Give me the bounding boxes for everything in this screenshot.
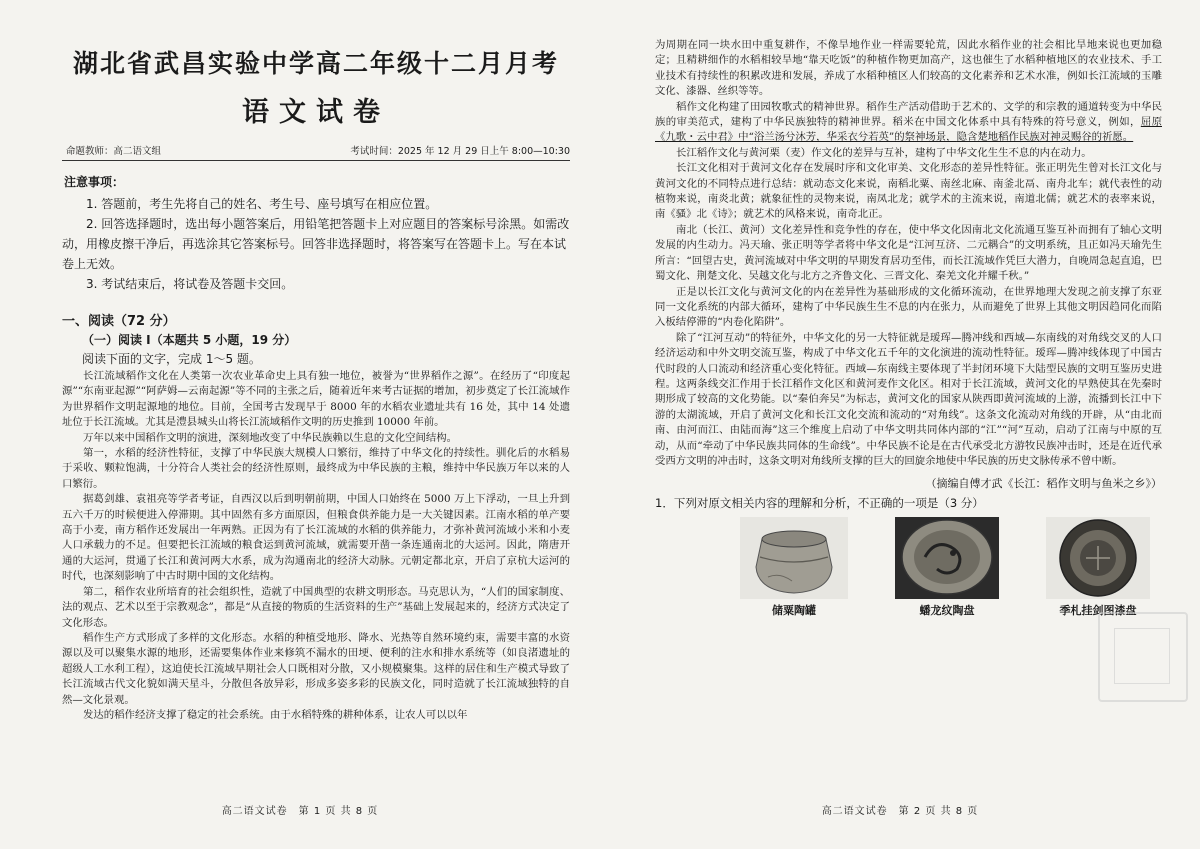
artifact-caption: 季札挂剑图漆盘 <box>1059 604 1137 618</box>
question-1: 1．下列对原文相关内容的理解和分析，不正确的一项是（3 分） <box>655 496 984 511</box>
notice-item: 3. 考试结束后，将试卷及答题卡交回。 <box>86 277 294 291</box>
paragraph-text: 稻作文化构建了田园牧歌式的精神世界。稻作生产活动借助于艺术的、文学的和宗教的通道转变为中华民族的审美范式，建构了中华民族独特的精神世界。稻米在中国文化体系中具有特殊的符号意义，例如， <box>655 100 1162 129</box>
passage-paragraph: 万年以来中国稻作文明的演进，深刻地改变了中华民族赖以生息的文化空间结构。 <box>83 431 458 444</box>
dragon-pottery-plate-icon <box>895 517 999 599</box>
passage-paragraph: 长江流域稻作文化在人类第一次农业革命史上具有独一地位，被誉为“世界稻作之源”。在经历了“印度起源”“东南亚起源”“阿萨姆—云南起源”等不同的主张之后，随着近年来考古证据的增加，初步奠定了长江流域作为世界稻作文明起源地的地位。目前，全国考古发现早于 8000 年的水稻农业遗址共有 16 处，其中 14 处遗址位于长江流域。尤其是澧县城头山将长江流域稻作文明的历史推到 10000 年前。 <box>62 370 570 429</box>
page-footer-left: 高二语文试卷 第 1 页 共 8 页 <box>221 806 379 817</box>
source-citation: （摘编自傅才武《长江：稻作文明与鱼米之乡》） <box>925 477 1162 491</box>
exam-subtitle: 语文试卷 <box>242 97 390 128</box>
artifact-images <box>740 517 1150 618</box>
section-heading: 一、阅读（72 分） <box>62 314 176 329</box>
passage-paragraph: 稻作生产方式形成了多样的文化形态。水稻的种植受地形、降水、光热等自然环境约束，需要丰富的水资源以及可以聚集水源的地形，还需要集体作业来修筑不漏水的田埂、便利的注水和排水系统等（如良渚遗址的超级人工水利工程），这迫使长江流域早期社会人口既相对分散，又小规模聚集。这样的居住和生产模式导致了长江流域古代文化貌如满天星斗，分散但各放异彩，形成多姿多彩的民族文化，同时造就了长江流域独特的自然—文化景观。 <box>62 631 570 706</box>
notice-item: 1. 答题前，考生先将自己的姓名、考生号、座号填写在相应位置。 <box>86 197 438 211</box>
passage-left <box>62 369 570 723</box>
page-footer-right: 高二语文试卷 第 2 页 共 8 页 <box>821 806 979 817</box>
page-right <box>600 0 1200 849</box>
notice-heading: 注意事项： <box>64 175 125 189</box>
artifact-jar <box>740 517 848 618</box>
exam-meta <box>62 143 570 161</box>
passage-right <box>655 38 1162 469</box>
underlined-text: 屈原《九歌・云中君》中“浴兰汤兮沐芳，华采衣兮若英”的祭神场景， <box>655 116 1162 144</box>
reading-instruction: 阅读下面的文字，完成 1～5 题。 <box>82 352 261 366</box>
passage-paragraph: 南北（长江、黄河）文化差异性和竞争性的存在，使中华文化因南北文化流通互鉴互补而拥有了轴心文明发展的内生动力。冯天瑜、张正明等学者将中华文化是“江河互济、二元耦合”的文明系统，且正如冯天瑜先生所言：“回望古史，黄河流域对中华文明的早期发育居功至伟，而长江流域作凭巨大潜力，自晚周急起直追，巴蜀文化、荆楚文化、吴越文化与北方之齐鲁文化、三晋文化、秦羌文化并耀千秋。” <box>655 223 1162 283</box>
passage-paragraph: 正是以长江文化与黄河文化的内在差异性为基础形成的文化循环流动，在世界地理大发现之前支撑了东亚同一文化系统的内部大循环，建构了中华民族生生不息的内在张力，从而避免了世界上其他文明因趋同化而陷入板结停滞的“内卷化陷阱”。 <box>655 285 1162 329</box>
artifact-lacquer-plate <box>1046 517 1150 618</box>
passage-paragraph: 为周期在同一块水田中重复耕作，不像旱地作业一样需要轮荒，因此水稻作业的社会相比旱地来说也更加稳定；且精耕细作的水稻相较旱地“靠天吃饭”的种植作物更加高产，这也催生了水稻种植地区的农业技术、手工业技术有持续性的积累改进和发展，养成了水稻种植区人们较高的文化素养和艺术水准，例如长江流域的玉雕文化、漆器、丝织等等。 <box>655 39 1162 98</box>
exam-title: 湖北省武昌实验中学高二年级十二月月考 <box>72 49 559 78</box>
underlined-text: 隐含楚地稻作民族对神灵赐谷的祈愿。 <box>956 131 1134 144</box>
watermark-stamp <box>1098 612 1188 702</box>
passage-paragraph: 发达的稻作经济支撑了稳定的社会系统。由于水稻特殊的耕种体系，让农人可以以年 <box>83 708 468 721</box>
passage-paragraph: 长江文化相对于黄河文化存在发展时序和文化审美、文化形态的差异性特征。张正明先生曾对长江文化与黄河文化的不同特点进行总结：就动态文化来说，南稻北粟、南丝北麻、南釜北鬲、南舟北车；就代表性的动植物来说，南炎北黄；就象征性的灵物来说，南凤北龙；就学术的主流来说，南道北儒；就艺术的表率来说，南《骚》北《诗》；就艺术的风格来说，南奇北正。 <box>655 162 1162 221</box>
passage-paragraph: 除了“江河互动”的特征外，中华文化的另一大特征就是瑷珲—腾冲线和西域—东南线的对角线交叉的人口经济运动和中外文明交流互鉴，构成了中华文化五千年的文化演进的流动性特征。瑷珲—腾冲线体现了中国古代时段的人口流动和经济重心变化特征。西域—东南线主要体现了半封闭环境下大陆型民族的文明互鉴历史进程。这两条线交汇作用于长江稻作文化区和黄河麦作文化区。相对于长江流域，黄河文化的早熟使其在先秦时期形成了较高的文化势能。以“秦伯奔吴”为标志，黄河文化的国家从陕西即黄河流域的上游，流播到长江中下游的太湖流域，开启了黄河文化和长江文化交流和流动的“对角线”。这条文化流动对角线的开辟，从“由北而南、由河而江、由陆而海”这三个维度上启动了中华文明共同体内部的“江”“河”互动，启动了江南与中原的互动，从而“牵动了中华民族共同体的生命线”。中华民族不论是在古代承受北方游牧民族冲击时，还是在近代承受西方文明的冲击时，这条文明对角线所支撑的巨大的回旋余地使中华民族的历史文脉传承不曾中断。 <box>655 331 1162 467</box>
passage-paragraph: 据葛剑雄、袁祖亮等学者考证，自西汉以后到明朝前期，中国人口始终在 5000 万上下浮动，一旦上升到五六千万的时候便进入停滞期。其中固然有多方面原因，但粮食供养能力是一大关键因素。江南水稻的单产要高于小麦，南方稻作还发展出一年两熟。正因为有了长江流域的水稻的供养能力，才弥补黄河流域小米和小麦人口承载力的不足。但要把长江流域的粮食运到黄河流域，就需要开凿一条连通南北的大运河。因此，隋唐开通的大运河，贯通了长江和黄河两大水系，成为沟通南北的经济大动脉。元朝定都北京，开启了京杭大运河的时代，也深刻影响了中古时期中国的文化结构。 <box>62 493 570 583</box>
notice-item: 2. 回答选择题时，选出每小题答案后，用铅笔把答题卡上对应题目的答案标号涂黑。如需改动，用橡皮擦干净后，再选涂其它答案标号。回答非选择题时，将答案写在答题卡上。写在本试卷上无效。 <box>62 217 570 271</box>
passage-paragraph: 第一，水稻的经济性特征，支撑了中华民族大规模人口繁衍，维持了中华文化的持续性。驯化后的水稻易于采收、颗粒饱满，十分符合人类社会的经济性原则，最终成为中华民族的主粮，维持中华民族万年以来的人口繁衍。 <box>62 447 570 490</box>
notice-list <box>62 194 570 294</box>
artifact-caption: 储粟陶罐 <box>772 604 816 618</box>
subsection-heading: （一）阅读 I（本题共 5 小题，19 分） <box>82 333 297 347</box>
artifact-dragon-plate <box>895 517 999 618</box>
passage-paragraph: 第二，稻作农业所培育的社会组织性，造就了中国典型的农耕文明形态。马克思认为，“人们的国家制度、法的观点、艺术以至于宗教观念”，都是“从直接的物质的生活资料的生产”基础上发展起来的，经济方式决定了文化形态。 <box>62 585 570 629</box>
artifact-caption: 蟠龙纹陶盘 <box>919 604 975 618</box>
pottery-jar-icon <box>740 517 848 599</box>
passage-paragraph-underlined <box>655 100 1162 146</box>
passage-paragraph: 长江稻作文化与黄河栗（麦）作文化的差异与互补，建构了中华文化生生不息的内在动力。 <box>676 146 1092 159</box>
exam-time-label: 考试时间：2025 年 12 月 29 日上午 8:00—10:30 <box>350 146 570 157</box>
lacquer-plate-icon <box>1046 517 1150 599</box>
teacher-label: 命题教师：高二语文组 <box>66 146 162 157</box>
